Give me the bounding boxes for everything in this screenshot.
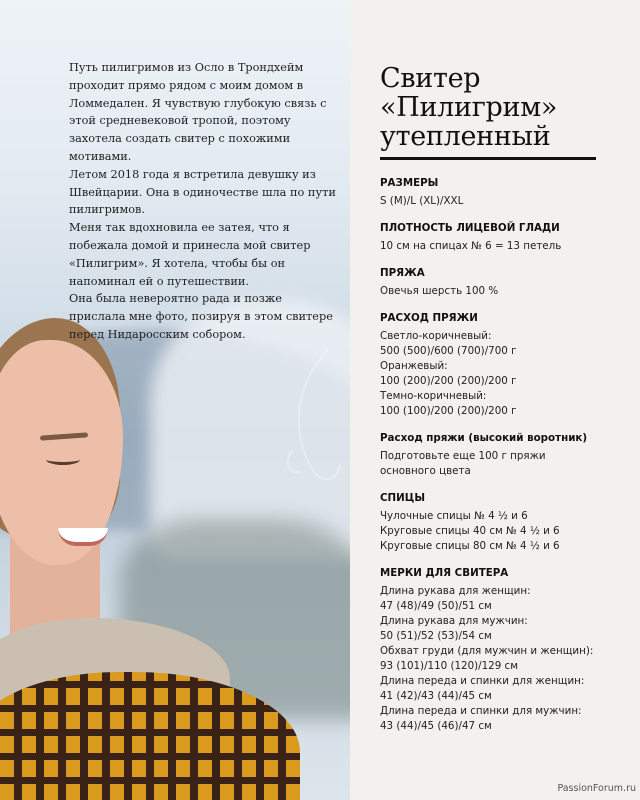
section-line: Круговые спицы 80 см № 4 ½ и 6	[380, 540, 560, 552]
title-divider	[380, 157, 596, 160]
section-needles	[380, 491, 625, 554]
section-heading: РАЗМЕРЫ	[380, 177, 439, 189]
section-line: 93 (101)/110 (120)/129 см	[380, 660, 518, 672]
section-heading: СПИЦЫ	[380, 492, 426, 504]
site-watermark: PassionForum.ru	[557, 783, 636, 794]
section-sizes	[380, 176, 625, 209]
section-heading: МЕРКИ ДЛЯ СВИТЕРА	[380, 567, 509, 579]
section-line: 50 (51)/52 (53)/54 см	[380, 630, 492, 642]
section-gauge	[380, 221, 625, 254]
title-line: утепленный	[380, 121, 551, 152]
section-line: Обхват груди (для мужчин и женщин):	[380, 645, 594, 657]
section-line: 100 (200)/200 (200)/200 г	[380, 375, 517, 387]
section-line: 43 (44)/45 (46)/47 см	[380, 720, 492, 732]
title-line: «Пилигрим»	[380, 92, 558, 123]
title-line: Свитер	[380, 63, 481, 94]
section-line: Чулочные спицы № 4 ½ и 6	[380, 510, 528, 522]
section-consumption	[380, 311, 625, 419]
page-title	[380, 64, 625, 151]
section-line: S (M)/L (XL)/XXL	[380, 195, 464, 207]
section-collar	[380, 431, 625, 479]
section-line: Подготовьте еще 100 г пряжи	[380, 450, 546, 462]
section-line: Оранжевый:	[380, 360, 448, 372]
section-line: 100 (100)/200 (200)/200 г	[380, 405, 517, 417]
section-line: 500 (500)/600 (700)/700 г	[380, 345, 517, 357]
section-heading: РАСХОД ПРЯЖИ	[380, 312, 478, 324]
section-line: 47 (48)/49 (50)/51 см	[380, 600, 492, 612]
section-line: Темно-коричневый:	[380, 390, 487, 402]
section-line: 10 см на спицах № 6 = 13 петель	[380, 240, 562, 252]
section-line: Длина переда и спинки для женщин:	[380, 675, 585, 687]
section-line: Светло-коричневый:	[380, 330, 492, 342]
section-heading: ПРЯЖА	[380, 267, 425, 279]
section-line: Длина переда и спинки для мужчин:	[380, 705, 582, 717]
section-line: Длина рукава для мужчин:	[380, 615, 528, 627]
section-yarn	[380, 266, 625, 299]
section-line: основного цвета	[380, 465, 471, 477]
specs-list	[380, 176, 625, 746]
model-eye	[46, 454, 80, 465]
section-heading: ПЛОТНОСТЬ ЛИЦЕВОЙ ГЛАДИ	[380, 222, 560, 234]
section-line: Длина рукава для женщин:	[380, 585, 531, 597]
section-line: 41 (42)/43 (44)/45 см	[380, 690, 492, 702]
watermark-icon	[278, 340, 348, 500]
section-line: Овечья шерсть 100 %	[380, 285, 499, 297]
section-line: Круговые спицы 40 см № 4 ½ и 6	[380, 525, 560, 537]
section-measurements	[380, 566, 625, 734]
section-heading: Расход пряжи (высокий воротник)	[380, 432, 588, 444]
story-text: Путь пилигримов из Осло в Трондхейм проходит прямо рядом с моим домом в Ломмедален. Я чувствую глубокую связь с этой средневековой тропой, поэтому захотела создать свитер с похожими мотивами. Летом 2018 года я встретила девушку из Швейцарии. Она в одиночестве шла по пути пилигримов. Меня так вдохновила ее затея, что я побежала домой и принесла мой свитер «Пилигрим». Я хотела, чтобы бы он напоминал ей о путешествии. Она была невероятно рада и позже прислала мне фото, позируя в этом свитере перед Нидаросским собором.	[69, 61, 336, 341]
